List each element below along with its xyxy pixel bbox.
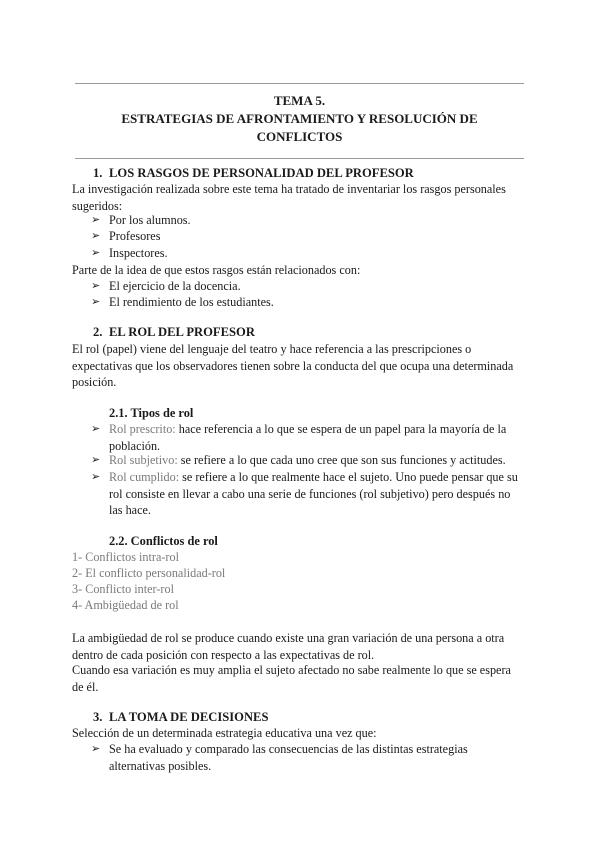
section-2-title: EL ROL DEL PROFESOR (109, 325, 255, 339)
top-divider (75, 83, 524, 84)
list-item: ➢ Por los alumnos. (91, 213, 191, 227)
subsection-2-1-heading: 2.1. Tipos de rol (109, 406, 194, 420)
bullet-arrow-icon: ➢ (91, 453, 101, 466)
list-item: ➢ Rol cumplido: se refiere a lo que realmente hace el sujeto. Uno puede pensar que su rol consiste en llevar a cabo una serie de funciones (rol subjetivo) pero después no las hace. (91, 470, 518, 518)
section-1-intro: La investigación realizada sobre este tema ha tratado de inventariar los rasgos personales sugeridos: (72, 182, 506, 213)
section-1-heading (93, 165, 414, 182)
bullet-arrow-icon: ➢ (91, 279, 101, 292)
list-item: ➢ Profesores (91, 229, 161, 243)
ambiguity-paragraph: La ambigüedad de rol se produce cuando existe una gran variación de una persona a otra dentro de cada posición con respecto a las expectativas de rol. (72, 631, 505, 662)
section-1-title: LOS RASGOS DE PERSONALIDAD DEL PROFESOR (109, 166, 414, 180)
ambiguity-paragraph-2: Cuando esa variación es muy amplia el sujeto afectado no sabe realmente lo que se espera de él. (72, 663, 511, 694)
list-item: ➢ Se ha evaluado y comparado las consecuencias de las distintas estrategias alternativas posibles. (91, 742, 468, 773)
list-item: ➢ El ejercicio de la docencia. (91, 279, 241, 293)
bullet-arrow-icon: ➢ (91, 246, 101, 259)
section-2-intro: El rol (papel) viene del lenguaje del teatro y hace referencia a las prescripciones o expectativas que los observadores tienen sobre la conducta del que ocupa una determinada posición. (72, 342, 514, 390)
section-3-heading (93, 709, 268, 726)
list-item: ➢ Inspectores. (91, 246, 168, 260)
list-item: 4- Ambigüedad de rol (72, 598, 179, 612)
list-item: ➢ Rol prescrito: hace referencia a lo que se espera de un papel para la mayoría de la población. (91, 422, 507, 453)
list-item: 2- El conflicto personalidad-rol (72, 566, 226, 580)
section-2-number: 2. (93, 325, 103, 339)
bullet-arrow-icon: ➢ (91, 213, 101, 226)
list-item: ➢ El rendimiento de los estudiantes. (91, 295, 274, 309)
section-3-number: 3. (93, 710, 103, 724)
bullet-arrow-icon: ➢ (91, 229, 101, 242)
page-title-line1: TEMA 5. (273, 93, 326, 108)
title-divider (75, 158, 524, 159)
section-1-number: 1. (93, 166, 103, 180)
role-term: Rol cumplido: (109, 470, 180, 484)
subsection-2-2-heading: 2.2. Conflictos de rol (109, 534, 218, 548)
section-3-title: LA TOMA DE DECISIONES (109, 710, 269, 724)
list-item: ➢ Rol subjetivo: se refiere a lo que cada uno cree que son sus funciones y actitudes. (91, 453, 506, 467)
page-title-line3: CONFLICTOS (256, 129, 343, 144)
bullet-arrow-icon: ➢ (91, 470, 101, 483)
bullet-arrow-icon: ➢ (91, 295, 101, 308)
role-term: Rol subjetivo: (109, 453, 178, 467)
section-1-mid-text: Parte de la idea de que estos rasgos están relacionados con: (72, 263, 361, 277)
page-title-line2: ESTRATEGIAS DE AFRONTAMIENTO Y RESOLUCIÓN DE (121, 111, 478, 126)
section-2-heading (93, 324, 255, 341)
list-item: 3- Conflicto inter-rol (72, 582, 174, 596)
bullet-arrow-icon: ➢ (91, 422, 101, 435)
list-item: 1- Conflictos intra-rol (72, 550, 179, 564)
bullet-arrow-icon: ➢ (91, 742, 101, 755)
section-3-intro: Selección de un determinada estrategia educativa una vez que: (72, 726, 377, 740)
role-term: Rol prescrito: (109, 422, 176, 436)
